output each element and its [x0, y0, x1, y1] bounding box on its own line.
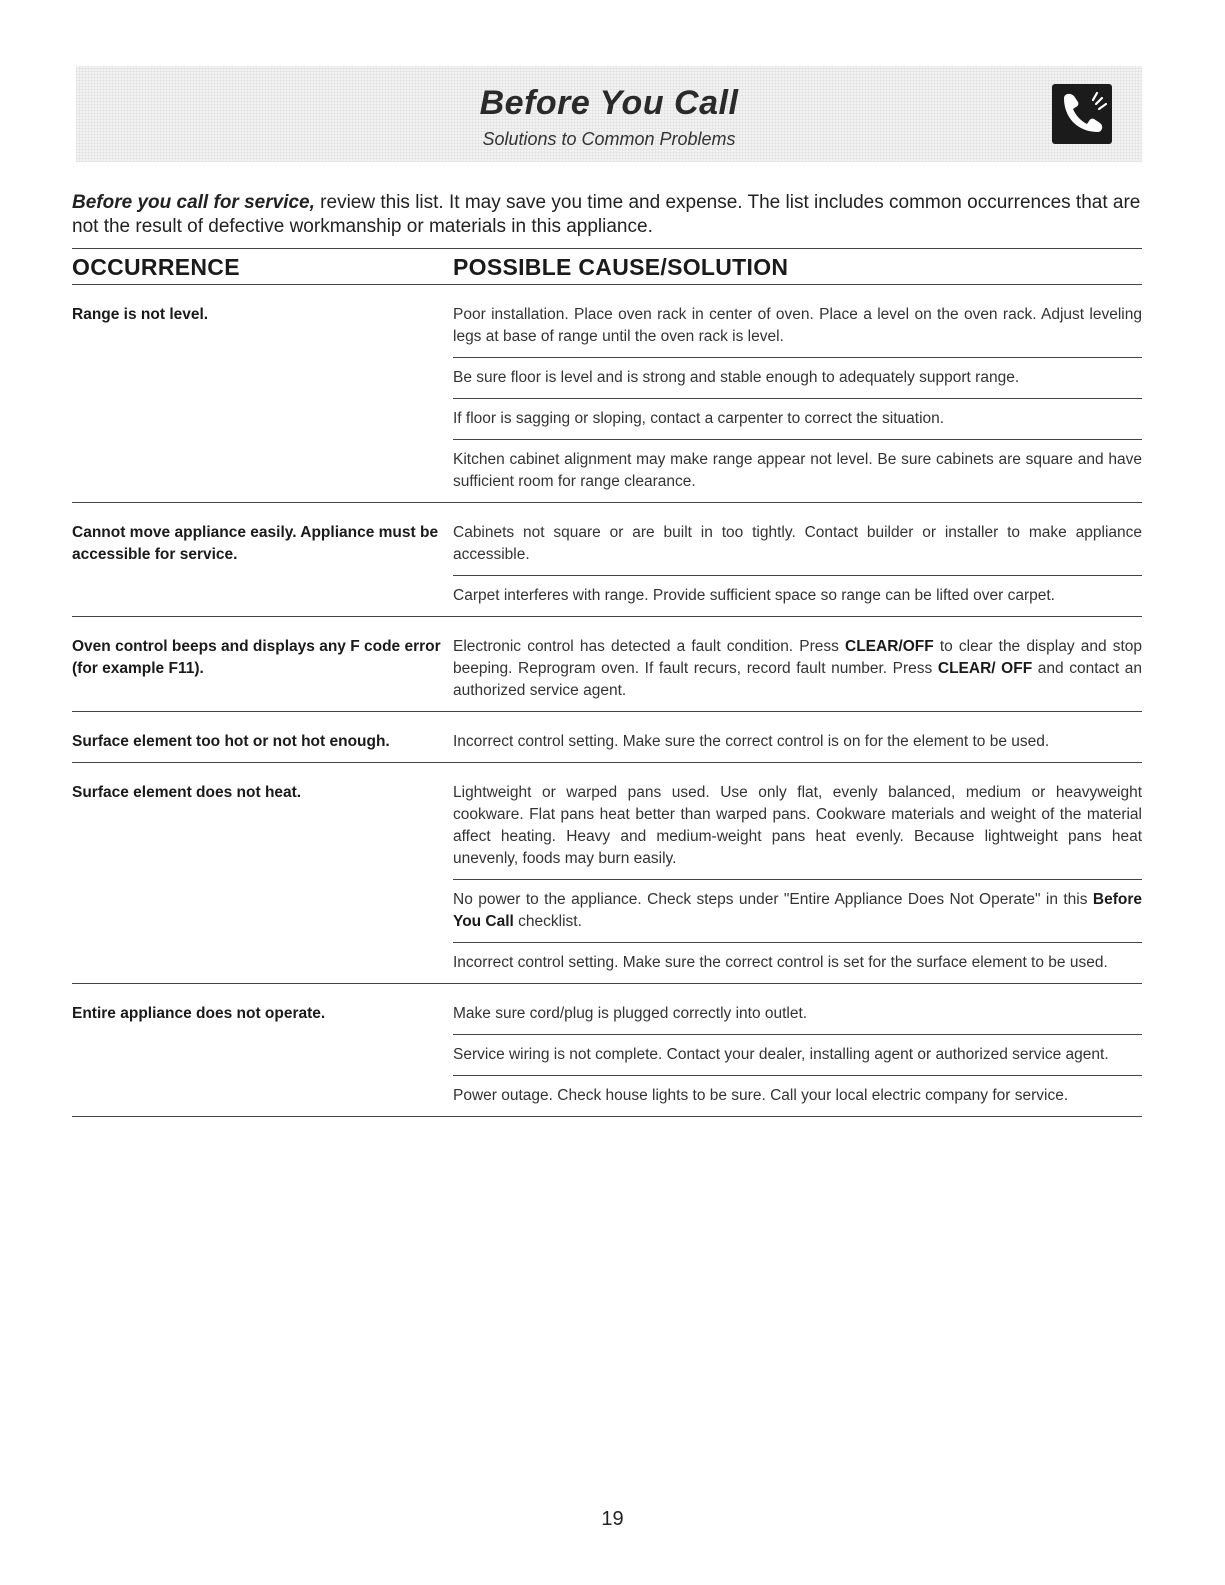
- solution-text: Carpet interferes with range. Provide sufficient space so range can be lifted over carpet.: [453, 587, 1055, 604]
- table-row: [72, 515, 1142, 617]
- page-number: 19: [601, 1508, 624, 1530]
- table-row: [72, 297, 1142, 503]
- solution-item: [453, 942, 1142, 983]
- solution-text: and contact an authorized service agent.: [453, 660, 1142, 699]
- solution-emphasis: CLEAR/ OFF: [937, 660, 1033, 677]
- table-row: [72, 775, 1142, 984]
- solution-cell: [453, 297, 1142, 502]
- page-subtitle: Solutions to Common Problems: [482, 129, 736, 149]
- occurrence-cell: Cannot move appliance easily. Appliance must be accessible for service.: [72, 524, 439, 563]
- occurrence-cell: Range is not level.: [72, 306, 209, 323]
- solution-text: to clear the display and stop beeping. Reprogram oven. If fault recurs, record fault number. Press: [453, 638, 1142, 677]
- solution-text: Incorrect control setting. Make sure the correct control is set for the surface element to be used.: [453, 954, 1108, 971]
- solution-text: Service wiring is not complete. Contact your dealer, installing agent or authorized service agent.: [453, 1046, 1109, 1063]
- occurrence-cell: Surface element does not heat.: [72, 784, 302, 801]
- solution-item: [453, 879, 1142, 942]
- occurrence-cell: Entire appliance does not operate.: [72, 1005, 326, 1022]
- solution-item: [453, 996, 1142, 1034]
- solution-item: [453, 629, 1142, 711]
- header-banner: [76, 66, 1142, 162]
- phone-icon: [1052, 84, 1112, 144]
- solution-text: Electronic control has detected a fault condition. Press: [453, 638, 846, 655]
- troubleshooting-table: [72, 297, 1142, 1117]
- solution-text: Lightweight or warped pans used. Use only flat, evenly balanced, medium or heavyweight cookware. Flat pans heat better than warped pans. Cookware materials and weight of the material affect heating. Heavy and medium-weight pans heat evenly. Because lightweight pans heat unevenly, foods may burn easily.: [453, 784, 1142, 867]
- solution-cell: [453, 775, 1142, 983]
- intro-lead: Before you call for service,: [72, 192, 315, 213]
- occurrence-cell: Oven control beeps and displays any F code error (for example F11).: [72, 638, 441, 677]
- solution-item: [453, 1034, 1142, 1075]
- solution-text: Kitchen cabinet alignment may make range appear not level. Be sure cabinets are square and have sufficient room for range clearance.: [453, 451, 1142, 490]
- solution-item: [453, 515, 1142, 575]
- solution-item: [453, 775, 1142, 879]
- solution-text: If floor is sagging or sloping, contact a carpenter to correct the situation.: [453, 410, 945, 427]
- solution-text: No power to the appliance. Check steps under "Entire Appliance Does Not Operate" in this: [453, 891, 1093, 908]
- table-top-rule: [72, 248, 1142, 249]
- solution-text: Be sure floor is level and is strong and stable enough to adequately support range.: [453, 369, 1020, 386]
- solution-item: [453, 297, 1142, 357]
- solution-cell: [453, 996, 1142, 1116]
- solution-text: Power outage. Check house lights to be sure. Call your local electric company for service.: [453, 1087, 1069, 1104]
- header-bottom-rule: [72, 284, 1142, 285]
- solution-text: checklist.: [513, 913, 582, 930]
- solution-item: [453, 398, 1142, 439]
- solution-item: [453, 1075, 1142, 1116]
- solution-text: Incorrect control setting. Make sure the correct control is on for the element to be used.: [453, 733, 1050, 750]
- occurrence-cell: Surface element too hot or not hot enough.: [72, 733, 390, 750]
- solution-text: Make sure cord/plug is plugged correctly into outlet.: [453, 1005, 808, 1022]
- solution-item: [453, 575, 1142, 616]
- table-row: [72, 724, 1142, 763]
- solution-cell: [453, 629, 1142, 711]
- solution-emphasis: Before You Call: [453, 891, 1142, 930]
- solution-item: [453, 357, 1142, 398]
- occurrence-column-header: OCCURRENCE: [72, 254, 240, 280]
- solution-cell: [453, 724, 1142, 762]
- solution-cell: [453, 515, 1142, 616]
- solution-text: Poor installation. Place oven rack in center of oven. Place a level on the oven rack. Adjust leveling legs at base of range until the oven rack is level.: [453, 306, 1142, 345]
- solution-item: [453, 724, 1142, 762]
- intro-paragraph: [72, 191, 1144, 239]
- table-row: [72, 629, 1142, 712]
- intro-text: review this list. It may save you time and expense. The list includes common occurrences that are not the result of defective workmanship or materials in this appliance.: [72, 192, 1141, 237]
- page-title: Before You Call: [479, 84, 739, 122]
- solution-text: Cabinets not square or are built in too tightly. Contact builder or installer to make appliance accessible.: [453, 524, 1142, 563]
- solution-item: [453, 439, 1142, 502]
- solution-column-header: POSSIBLE CAUSE/SOLUTION: [453, 254, 789, 280]
- solution-emphasis: CLEAR/OFF: [845, 638, 934, 655]
- table-row: [72, 996, 1142, 1117]
